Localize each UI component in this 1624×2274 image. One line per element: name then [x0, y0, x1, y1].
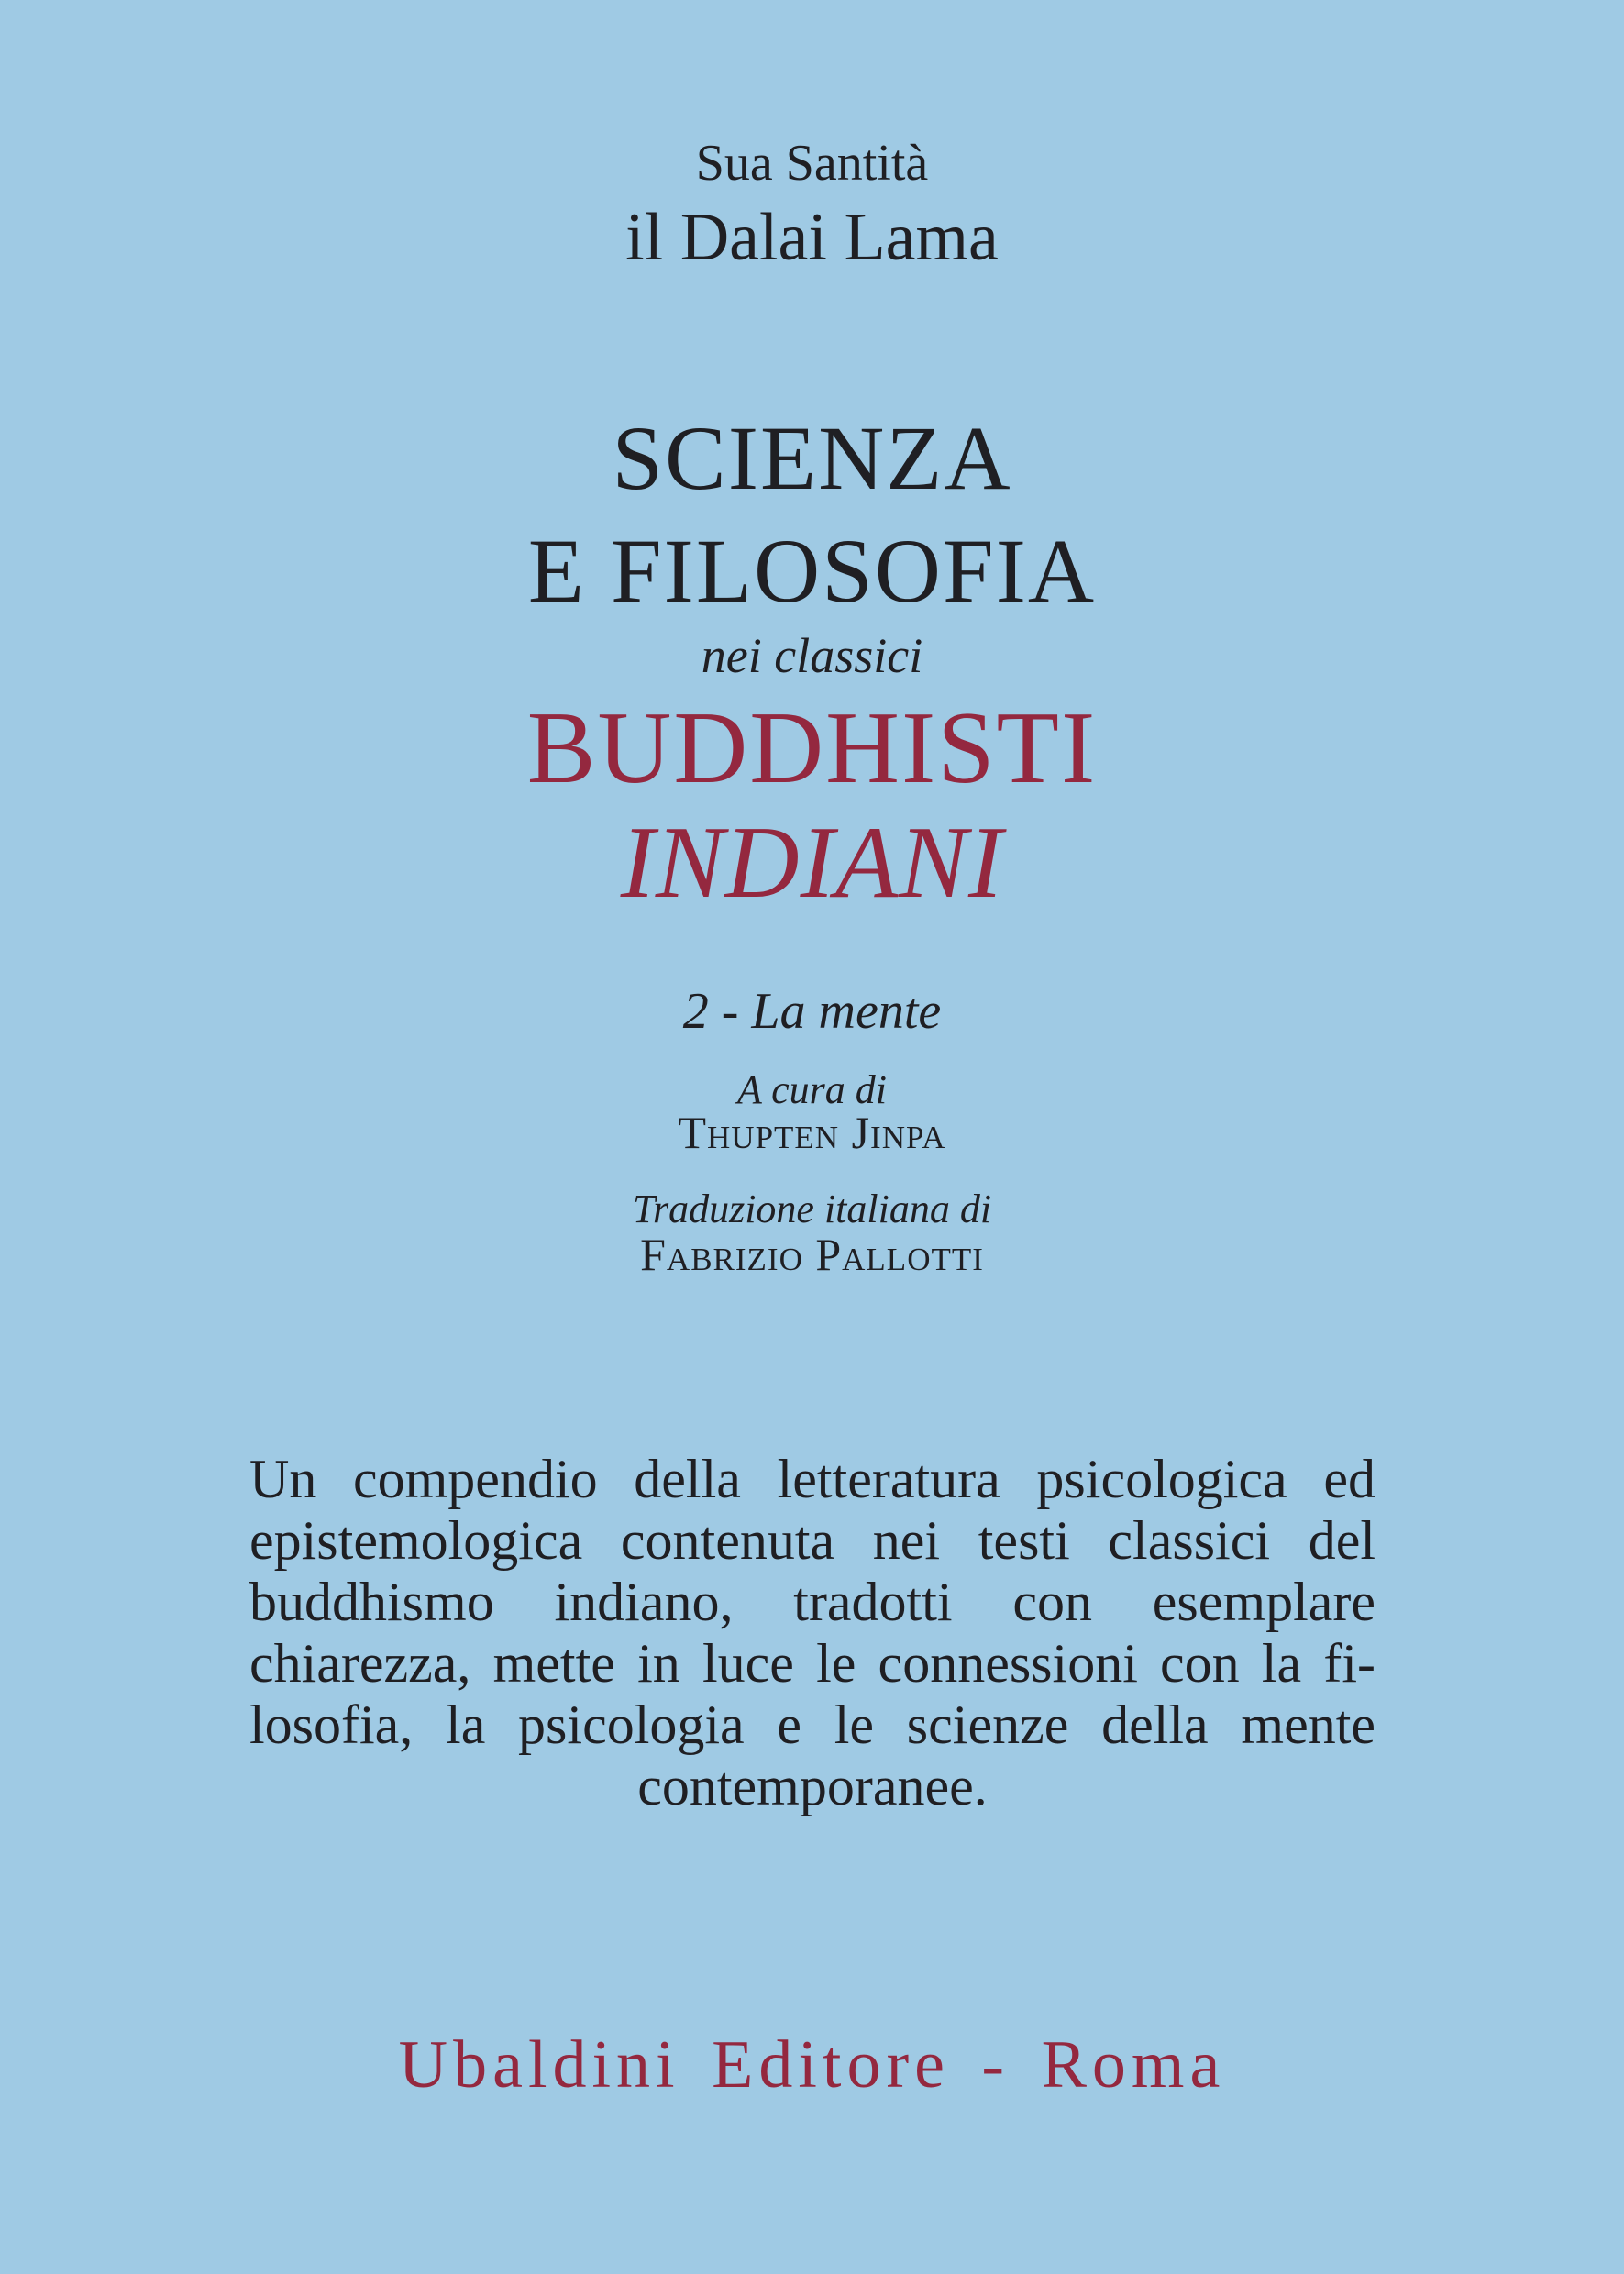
title-line-2: E FILOSOFIA — [527, 520, 1097, 622]
title-line-4: BUDDHISTI — [526, 691, 1098, 805]
title-line-1: SCIENZA — [612, 407, 1012, 509]
author-name: il Dalai Lama — [625, 200, 999, 275]
cover-blurb: Un compendio della letteratura psicologica ed epistemologica contenuta nei testi classici del buddhismo indiano, tradotti con esemplare chiarezza, mette in luce le connessioni con la filosofia, la psicologia e le scienze della mente contemporanee. — [249, 1449, 1375, 1816]
translator-prefix: Traduzione italiana di — [632, 1187, 992, 1231]
translator-name: Fabrizio Pallotti — [640, 1229, 984, 1280]
editor-name: Thupten Jinpa — [678, 1107, 946, 1158]
author-prefix: Sua Santità — [695, 135, 929, 192]
title-line-5: INDIANI — [620, 806, 1004, 920]
title-line-3: nei classici — [701, 628, 923, 683]
publisher-imprint: Ubaldini Editore - Roma — [398, 2027, 1226, 2103]
editor-prefix: A cura di — [737, 1067, 887, 1112]
volume-subtitle: 2 - La mente — [682, 983, 942, 1040]
